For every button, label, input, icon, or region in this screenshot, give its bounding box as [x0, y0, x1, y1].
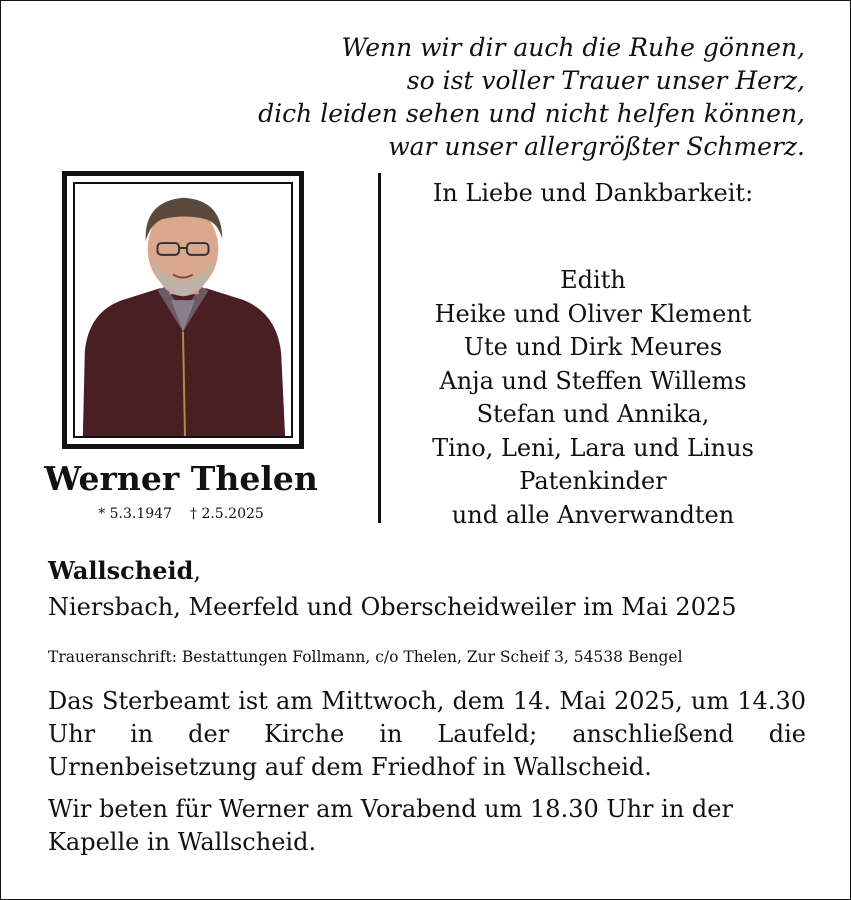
- life-dates: [41, 506, 321, 522]
- funeral-mass-notice: Das Sterbeamt ist am Mittwoch, dem 14. Mai 2025, um 14.30 Uhr in der Kirche in Laufeld; anschließend die Urnenbeisetzung auf dem Friedhof in Wallscheid.: [48, 687, 806, 781]
- places-and-date: Niersbach, Meerfeld und Oberscheidweiler im Mai 2025: [48, 593, 737, 621]
- mourner-line: Anja und Steffen Willems: [439, 366, 747, 395]
- place-line: [48, 556, 201, 585]
- mourner-line: Tino, Leni, Lara und Linus: [432, 433, 754, 462]
- portrait-frame: [62, 171, 304, 449]
- mourner-line: Edith: [560, 266, 626, 294]
- mourning-address: Traueranschrift: Bestattungen Follmann, c/o Thelen, Zur Scheif 3, 54538 Bengel: [48, 648, 683, 666]
- birth-date: * 5.3.1947: [98, 506, 172, 522]
- vigil-prayer-notice: Wir beten für Werner am Vorabend um 18.30 Uhr in der Kapelle in Wallscheid.: [48, 795, 733, 856]
- poem-line: war unser allergrößter Schmerz.: [388, 132, 805, 161]
- thanks-heading: In Liebe und Dankbarkeit:: [432, 179, 754, 207]
- vertical-divider: [378, 173, 381, 523]
- mourner-line: Stefan und Annika,: [476, 400, 710, 428]
- mourner-line: und alle Anverwandten: [451, 500, 735, 529]
- poem-line: dich leiden sehen und nicht helfen können,: [258, 99, 805, 128]
- mourner-line: Heike und Oliver Klement: [434, 299, 752, 328]
- mourner-line: Ute und Dirk Meures: [463, 333, 723, 361]
- place-name: Wallscheid: [48, 556, 194, 585]
- poem-line: so ist voller Trauer unser Herz,: [406, 66, 805, 95]
- poem: [245, 31, 805, 163]
- place-suffix: ,: [193, 557, 202, 585]
- death-date: † 2.5.2025: [190, 506, 264, 522]
- mourner-line: Patenkinder: [519, 467, 667, 495]
- mourners-list: [393, 264, 793, 532]
- portrait-illustration: [75, 184, 291, 436]
- portrait-photo: [73, 182, 293, 438]
- deceased-name: Werner Thelen: [44, 459, 318, 498]
- poem-line: Wenn wir dir auch die Ruhe gönnen,: [341, 33, 805, 62]
